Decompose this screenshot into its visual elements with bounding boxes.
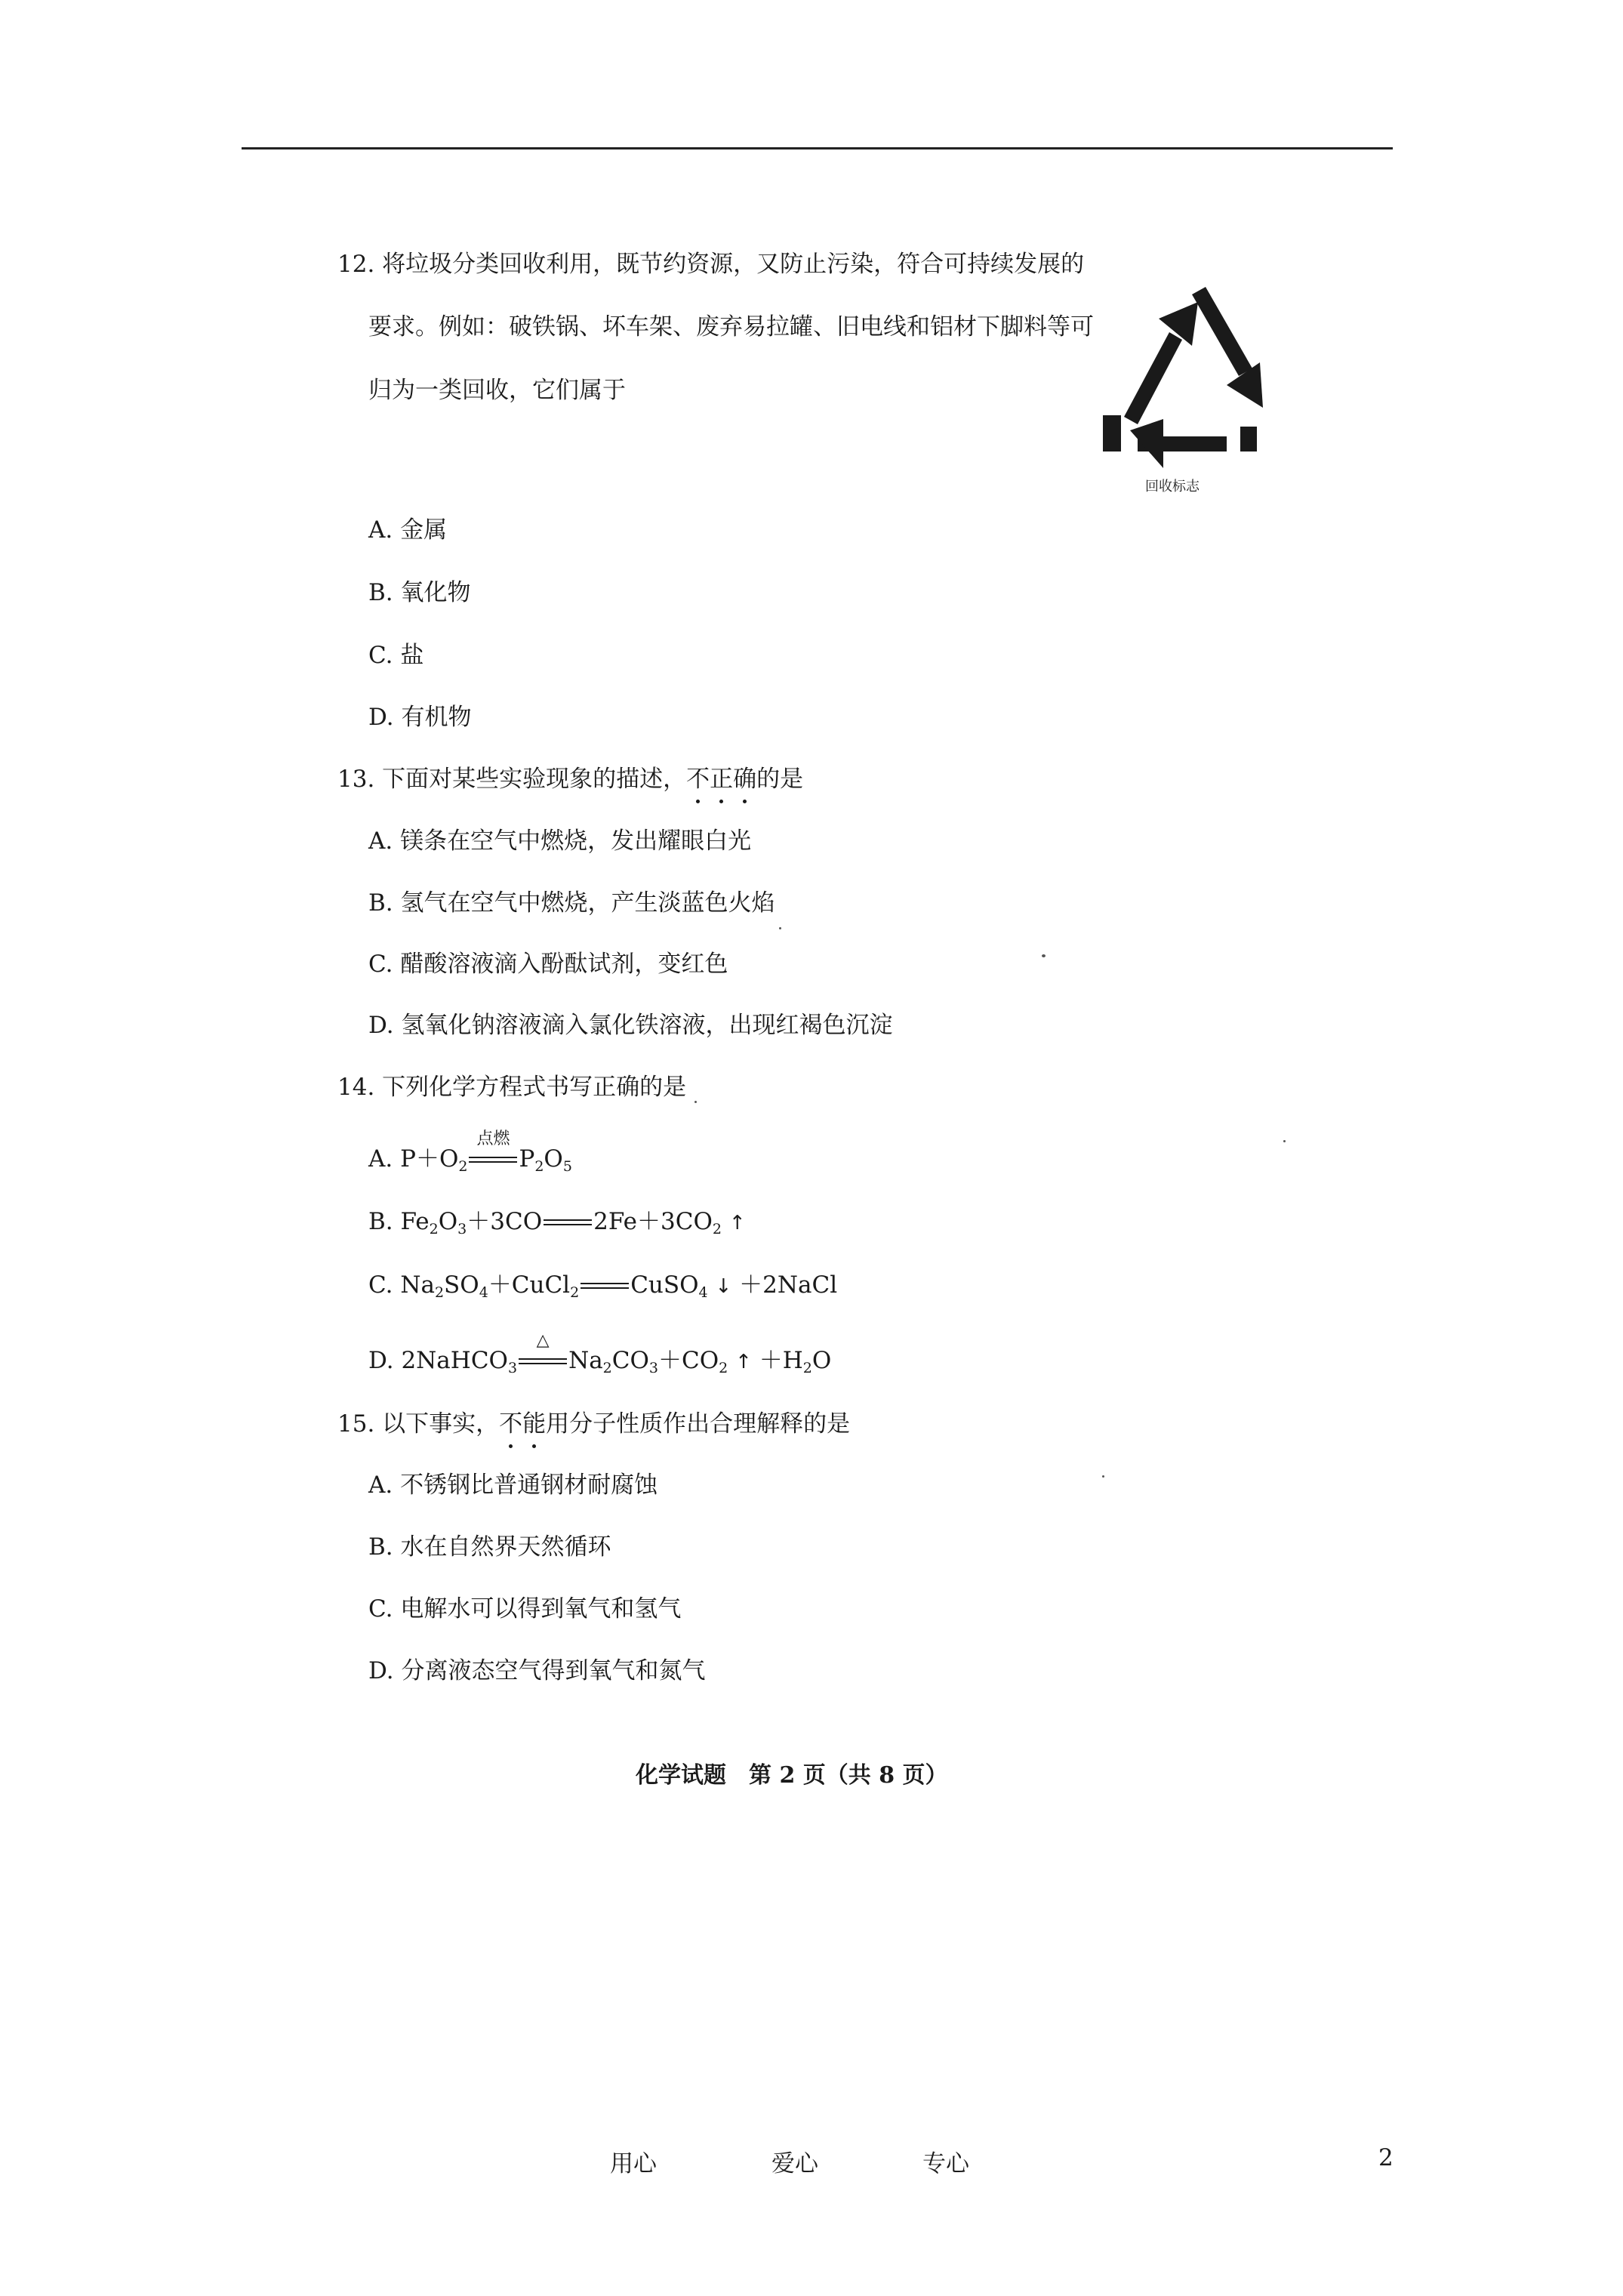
q15-stem-post: 用分子性质作出合理解释的是	[546, 1410, 851, 1438]
q12-option-b: B. 氧化物	[368, 579, 471, 606]
q13-option-d: D. 氢氧化钠溶液滴入氯化铁溶液，出现红褐色沉淀	[368, 1012, 893, 1039]
footer-title: 化学试题 第 2 页（共 8 页）	[636, 1762, 948, 1789]
page-number: 2	[1378, 2144, 1394, 2171]
equals-sign	[519, 1330, 567, 1370]
q12-option-d: D. 有机物	[368, 704, 472, 731]
q14-option-d: D. 2NaHCO$_3$ △ $Na_2CO_3+CO_2$ ↑ $+H_2O$	[368, 1330, 832, 1376]
slogan-2: 爱心	[771, 2150, 818, 2177]
condition-heat: △	[536, 1330, 550, 1350]
scan-speck	[779, 927, 781, 929]
q15-option-a: A. 不锈钢比普通钢材耐腐蚀	[368, 1472, 658, 1499]
scan-speck	[1283, 1140, 1286, 1142]
q13-stem-post: 的是	[756, 766, 804, 793]
q15-stem-pre: 15. 以下事实，	[337, 1410, 500, 1438]
q15-emph-2: 能	[522, 1410, 547, 1438]
question-15-stem	[337, 1409, 850, 1439]
question-12-line2: 要求。例如：破铁锅、坏车架、废弃易拉罐、旧电线和铝材下脚料等可	[368, 313, 1094, 341]
q13-option-b: B. 氢气在空气中燃烧，产生淡蓝色火焰	[368, 889, 775, 917]
q15-option-c: C. 电解水可以得到氧气和氢气	[368, 1595, 682, 1623]
equals-sign	[469, 1129, 517, 1168]
gas-up-arrow-icon: ↑	[728, 1212, 746, 1234]
recycle-label: 回收标志	[1145, 479, 1200, 495]
question-13-stem	[337, 764, 803, 794]
condition-ignite: 点燃	[476, 1129, 510, 1148]
question-12-line1: 12. 将垃圾分类回收利用，既节约资源，又防止污染，符合可持续发展的	[337, 251, 1085, 278]
slogan-1: 用心	[610, 2150, 657, 2177]
q12-option-a: A. 金属	[368, 516, 448, 544]
scan-speck	[1042, 954, 1046, 957]
q12-option-c: C. 盐	[368, 642, 424, 669]
q15-emph-1: 不	[499, 1410, 523, 1438]
q13-option-c: C. 醋酸溶液滴入酚酞试剂，变红色	[368, 951, 728, 978]
precipitate-down-arrow-icon: ↓	[715, 1275, 732, 1298]
recycle-symbol	[1098, 249, 1272, 498]
scan-speck	[694, 1101, 697, 1103]
q13-emph-2: 正	[710, 766, 734, 793]
question-14-stem: 14. 下列化学方程式书写正确的是	[337, 1074, 687, 1101]
equals-sign	[544, 1216, 592, 1231]
q13-emph-1: 不	[686, 766, 710, 793]
q13-stem-pre: 13. 下面对某些实验现象的描述，	[337, 766, 687, 793]
q14-option-a: A. $P+O_2$ 点燃 $P_2O_5$	[368, 1129, 572, 1175]
scan-speck	[1102, 1475, 1104, 1478]
q13-option-a: A. 镁条在空气中燃烧，发出耀眼白光	[368, 827, 752, 855]
q14-option-b: B. $Fe_2O_3+3CO$ $2Fe+3CO_2$ ↑	[368, 1208, 746, 1237]
recycle-icon	[1098, 249, 1272, 468]
equals-sign	[581, 1279, 629, 1294]
question-12-line3: 归为一类回收，它们属于	[368, 377, 626, 404]
gas-up-arrow-icon: ↑	[735, 1351, 752, 1373]
q15-option-b: B. 水在自然界天然循环	[368, 1533, 611, 1561]
slogan-3: 专心	[922, 2150, 969, 2177]
q14-option-c: C. $Na_2SO_4+CuCl_2$ CuSO$_4$ ↓ ＋2NaCl	[368, 1271, 838, 1301]
header-rule	[242, 147, 1393, 149]
q15-option-d: D. 分离液态空气得到氧气和氮气	[368, 1657, 706, 1684]
q13-emph-3: 确	[733, 766, 757, 793]
